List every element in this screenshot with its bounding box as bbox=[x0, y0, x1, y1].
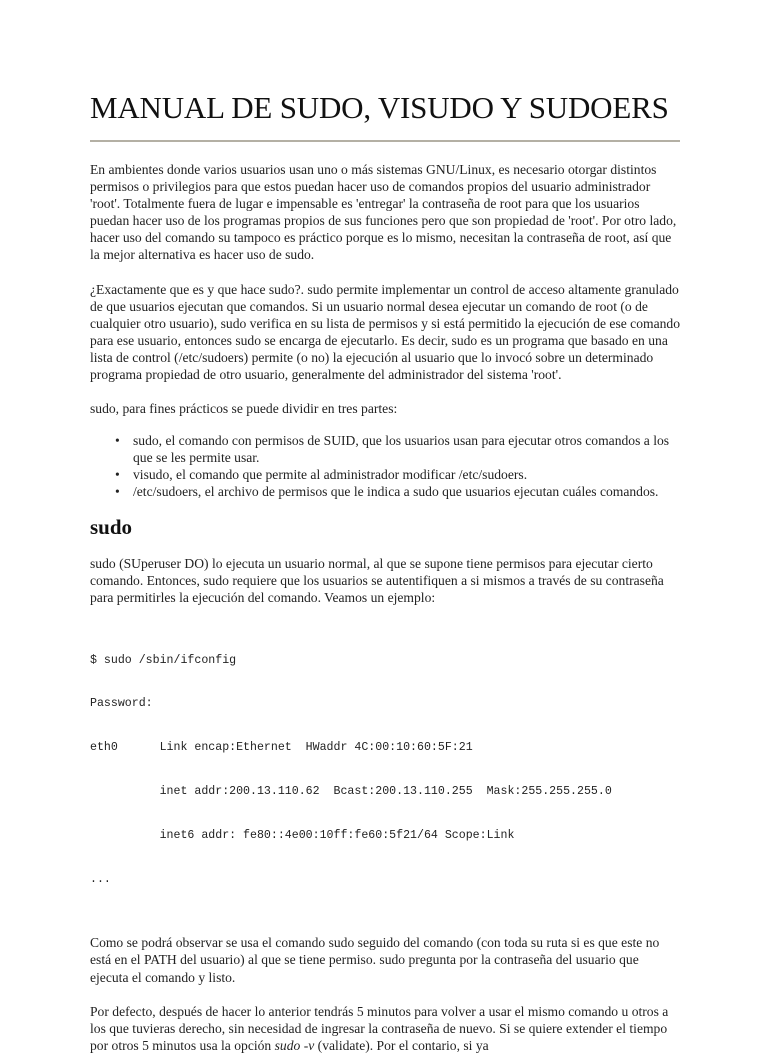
list-item bbox=[90, 483, 680, 500]
code-line: inet addr:200.13.110.62 Bcast:200.13.110.255 Mask:255.255.255.0 bbox=[90, 785, 612, 799]
bullet-icon: • bbox=[115, 467, 120, 483]
what-is-sudo-paragraph: ¿Exactamente que es y que hace sudo?. sudo permite implementar un control de acceso altamente granulado de que usuarios ejecutan que comandos. Si un usuario normal desea ejecutar un comando de root (o de cualquier otro usuario), sudo verifica en su lista de permisos y si está permitido la ejecución de ese comando para ese usuario, entonces sudo se encarga de ejecutarlo. Es decir, sudo es un programa que basado en una lista de control (/etc/sudoers) permite (o no) la ejecución al usuario que lo invocó sobre un determinado programa propiedad de otro usuario, generalmente del administrador del sistema 'root'. bbox=[90, 281, 681, 383]
paragraph-text: (validate). Por el contario, si ya bbox=[314, 1037, 489, 1053]
code-example bbox=[90, 625, 680, 917]
code-line: $ sudo /sbin/ifconfig bbox=[90, 653, 237, 667]
observation-paragraph: Como se podrá observar se usa el comando sudo seguido del comando (con toda su ruta si es que este no está en el PATH del usuario) al que se tiene permiso. sudo pregunta por la contraseña del usuario que ejecuta el comando y listo. bbox=[90, 935, 660, 985]
command-option: sudo -v bbox=[274, 1037, 315, 1053]
document-page bbox=[90, 88, 680, 1054]
list-item-text: /etc/sudoers, el archivo de permisos que le indica a sudo que usuarios ejecutan cuáles comandos. bbox=[133, 484, 659, 500]
list-item-text: visudo, el comando que permite al administrador modificar /etc/sudoers. bbox=[133, 467, 528, 483]
title-divider bbox=[90, 140, 680, 142]
paragraph-text: Por defecto, después de hacer lo anterior tendrás 5 minutos para volver a usar el mismo comando u otros a los que tuvieras derecho, sin necesidad de ingresar la contraseña de nuevo. Si se quiere extender el tiempo por otros 5 minutos usa la opción bbox=[90, 1003, 669, 1053]
intro-paragraph: En ambientes donde varios usuarios usan uno o más sistemas GNU/Linux, es necesario otorgar distintos permisos o privilegios para que estos puedan hacer uso de comandos propios del usuario administrador 'root'. Totalmente fuera de lugar e impensable es 'entregar' la contraseña de root para que los usuarios puedan hacer uso de los programas propios de sus funciones pero que son propiedad de 'root'. Por otro lado, hacer uso del comando su tampoco es práctico porque es lo mismo, necesitan la contraseña de root, así que la mejor alternativa es hacer uso de sudo. bbox=[90, 162, 677, 263]
default-timeout-paragraph bbox=[90, 1003, 680, 1054]
list-item bbox=[90, 466, 680, 483]
section-heading: sudo bbox=[90, 515, 133, 540]
parts-intro-paragraph: sudo, para fines prácticos se puede dividir en tres partes: bbox=[90, 401, 398, 417]
document-title: MANUAL DE SUDO, VISUDO Y SUDOERS bbox=[90, 90, 669, 125]
parts-list bbox=[90, 432, 680, 500]
bullet-icon: • bbox=[115, 433, 120, 449]
list-item-text: sudo, el comando con permisos de SUID, que los usuarios usan para ejecutar otros comandos a los que se les permite usar. bbox=[133, 433, 670, 466]
list-item bbox=[90, 432, 680, 466]
bullet-icon: • bbox=[115, 484, 120, 500]
code-line: ... bbox=[90, 872, 111, 886]
code-line: eth0 Link encap:Ethernet HWaddr 4C:00:10:60:5F:21 bbox=[90, 741, 473, 755]
code-line: inet6 addr: fe80::4e00:10ff:fe60:5f21/64 Scope:Link bbox=[90, 828, 515, 842]
code-line: Password: bbox=[90, 697, 153, 711]
sudo-description-paragraph: sudo (SUperuser DO) lo ejecuta un usuario normal, al que se supone tiene permisos para ejecutar cierto comando. Entonces, sudo requiere que los usuarios se autentifiquen a si mismos a través de su contraseña para permitirles la ejecución del comando. Veamos un ejemplo: bbox=[90, 556, 664, 606]
